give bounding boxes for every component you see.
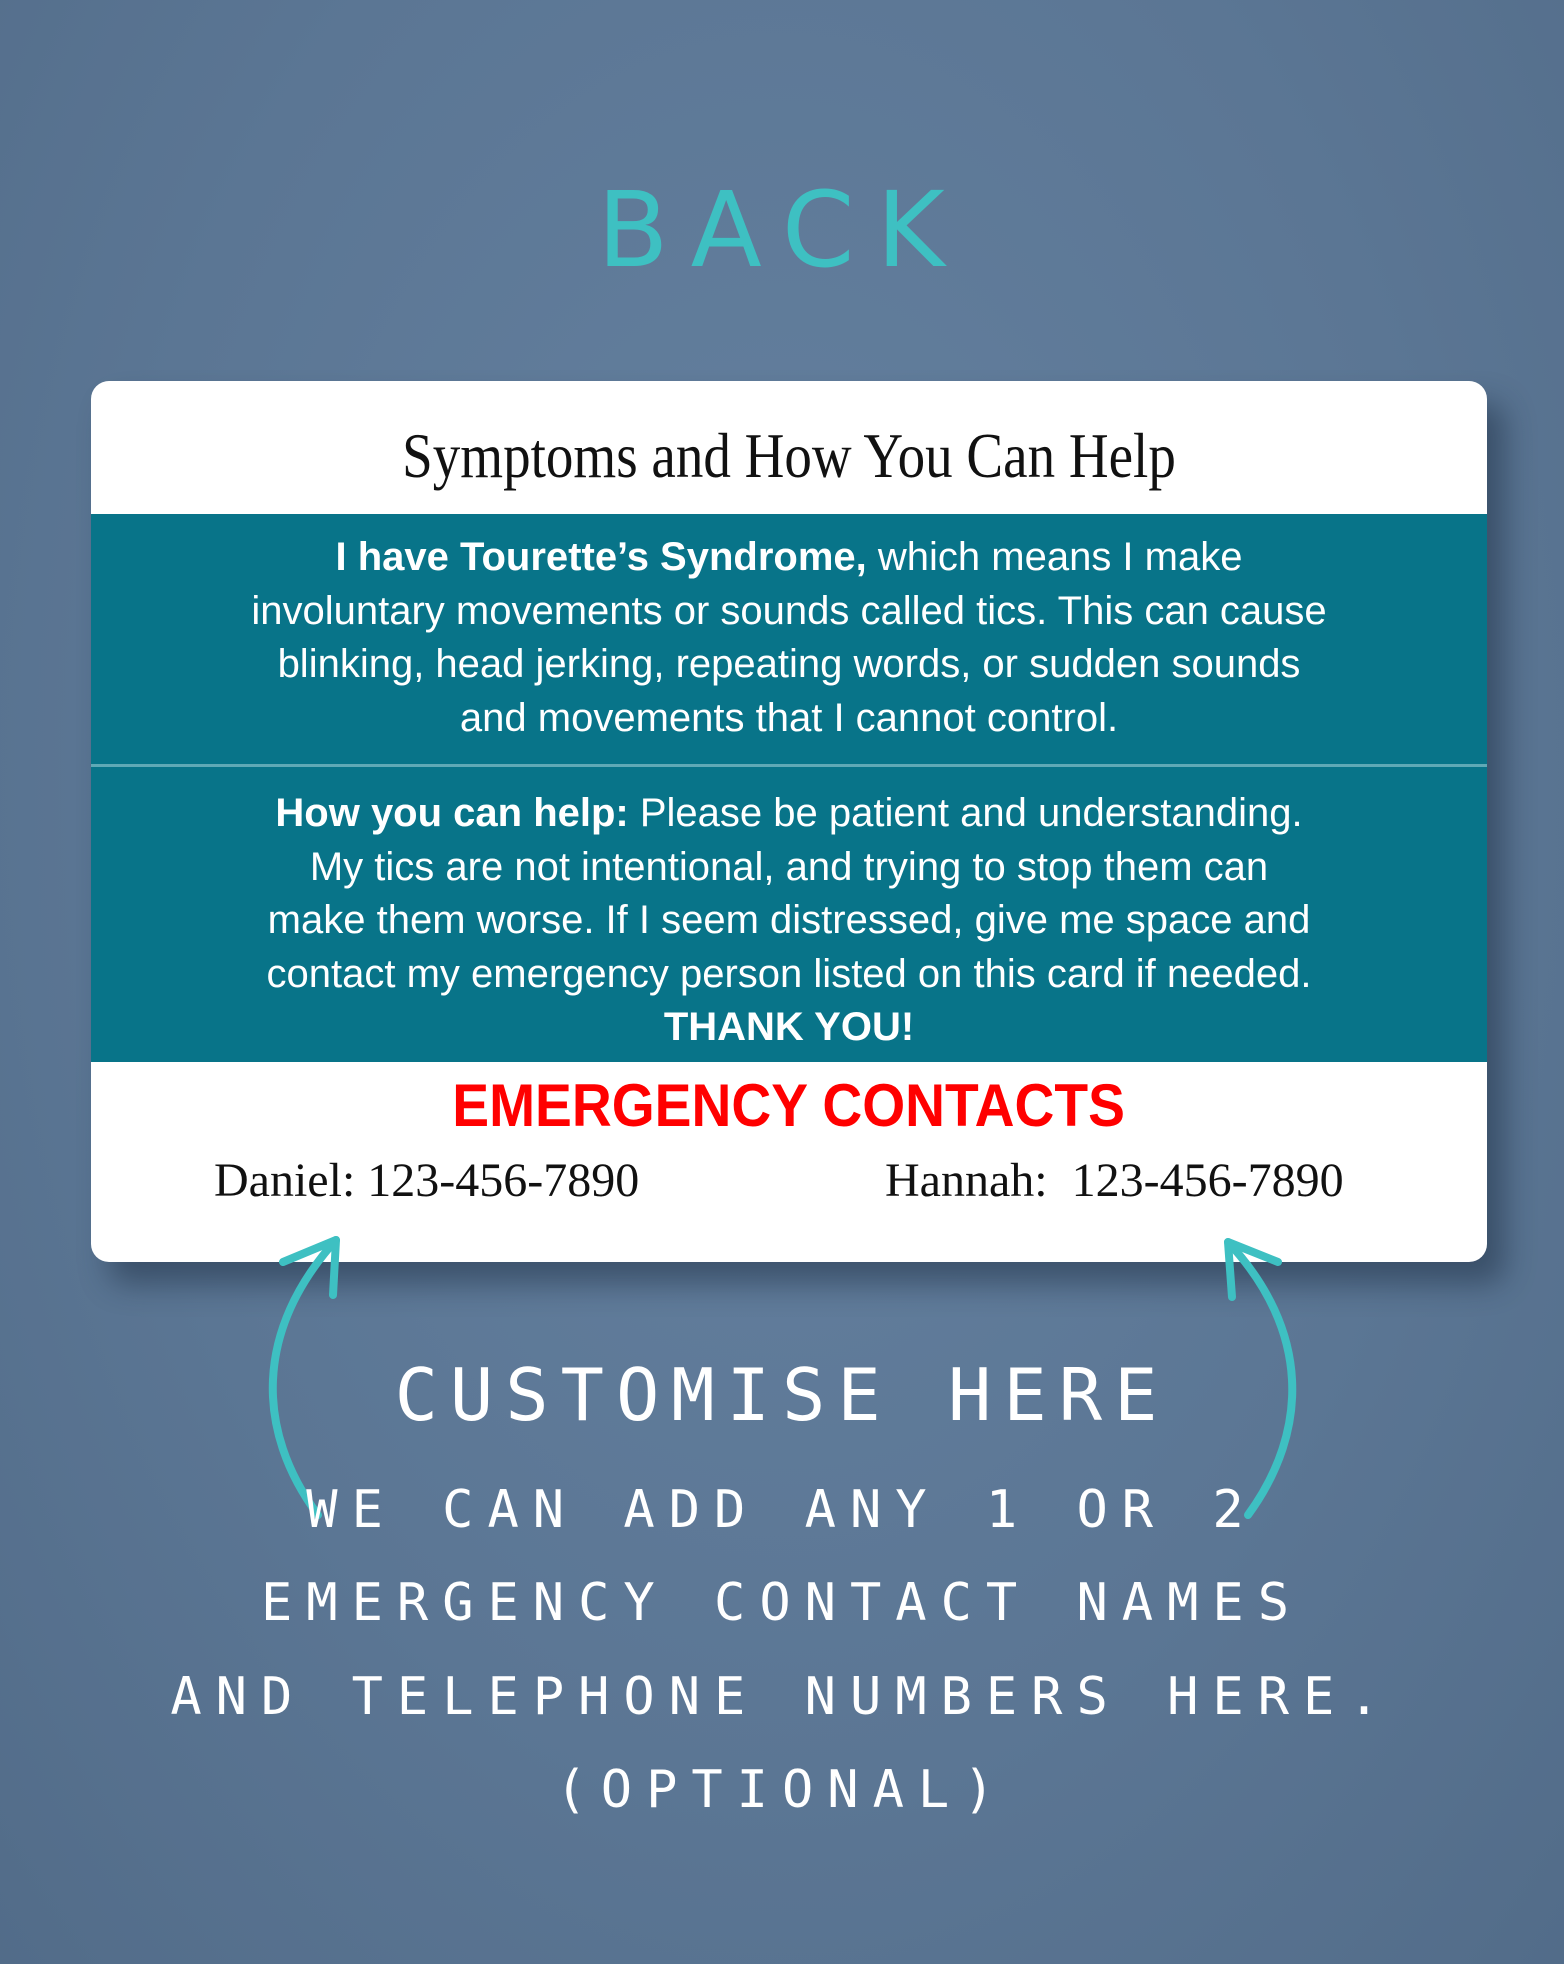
help-bold: How you can help: xyxy=(275,791,629,835)
text-line: involuntary movements or sounds called tics. This can cause xyxy=(251,588,1327,633)
customise-line: EMERGENCY CONTACT NAMES xyxy=(260,1573,1304,1633)
customise-heading: CUSTOMISE HERE xyxy=(394,1353,1170,1437)
text-line: blinking, head jerking, repeating words, or sudden sounds xyxy=(277,642,1301,686)
card-title: Symptoms and How You Can Help xyxy=(402,420,1176,491)
contact-name: Daniel: xyxy=(214,1154,356,1207)
customise-line: AND TELEPHONE NUMBERS HERE. xyxy=(170,1667,1394,1727)
contact-name: Hannah: xyxy=(885,1154,1048,1207)
thank-you: THANK YOU! xyxy=(663,1005,915,1049)
text-line: make them worse. If I seem distressed, give me space and xyxy=(267,898,1311,942)
emergency-title-text: EMERGENCY CONTACTS xyxy=(452,1072,1126,1139)
text-line: Please be patient and understanding. xyxy=(628,791,1303,835)
customise-line: (OPTIONAL) xyxy=(555,1760,1009,1820)
page-heading: BACK xyxy=(597,169,967,291)
contact-phone: 123-456-7890 xyxy=(1071,1154,1344,1207)
condition-bold: I have Tourette’s Syndrome, xyxy=(335,535,867,579)
text-line: My tics are not intentional, and trying to stop them can xyxy=(309,844,1269,889)
contact-phone: 123-456-7890 xyxy=(367,1154,640,1207)
text-line: and movements that I cannot control. xyxy=(459,695,1119,740)
customise-line: WE CAN ADD ANY 1 OR 2 xyxy=(306,1480,1258,1540)
text-line: contact my emergency person listed on this card if needed. xyxy=(266,951,1312,996)
text-line: which means I make xyxy=(866,535,1243,579)
